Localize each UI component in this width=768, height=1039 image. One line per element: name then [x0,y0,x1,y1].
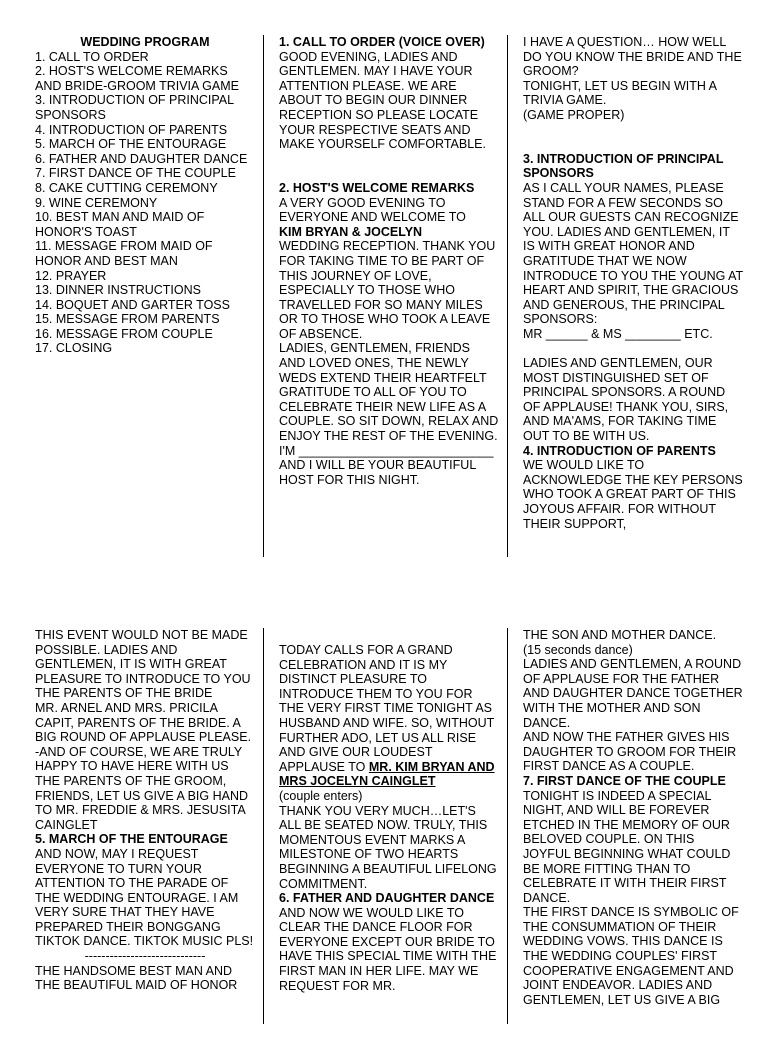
panel-first-dance [523,628,743,1024]
paragraph: LADIES AND GENTLEMEN, A ROUND OF APPLAUSE FOR THE FATHER AND DAUGHTER DANCE TOGETHER WITH THE MOTHER AND SON DANCE. [523,657,743,730]
paragraph: AND NOW THE FATHER GIVES HIS DAUGHTER TO GROOM FOR THEIR FIRST DANCE AS A COUPLE. [523,730,737,774]
column-divider-bottom-left [263,628,264,1024]
section-heading-first-dance: 7. FIRST DANCE OF THE COUPLE [523,773,726,788]
program-item: 1. CALL TO ORDER [35,49,149,64]
stage-direction: (15 seconds dance) [523,642,633,657]
paragraph: LADIES AND GENTLEMEN, OUR MOST DISTINGUISHED SET OF PRINCIPAL SPONSORS. A ROUND OF APPLAUSE! THANK YOU, SIRS, AND MA'AMS, FOR TAKING TIME OUT TO BE WITH US. [523,356,729,444]
paragraph: AND I WILL BE YOUR BEAUTIFUL HOST FOR THIS NIGHT. [279,458,476,487]
paragraph: THE SON AND MOTHER DANCE. [523,628,717,642]
panel-couple-intro [279,643,499,1039]
program-title: WEDDING PROGRAM [80,35,210,49]
panel-program-list [35,35,255,580]
host-name-blank: I'M ____________________________ [279,443,494,458]
panel-trivia-sponsors [523,35,743,580]
dashed-separator: ----------------------------- [84,949,206,964]
paragraph: AND NOW, MAY I REQUEST EVERYONE TO TURN YOUR ATTENTION TO THE PARADE OF THE WEDDING ENTOURAGE. I AM VERY SURE THAT THEY HAVE PREPARED THEIR BONGGANG TIKTOK DANCE. TIKTOK MUSIC PLS! [35,846,254,949]
paragraph: (GAME PROPER) [523,107,625,122]
program-item: 17. CLOSING [35,341,113,356]
section-heading-call-to-order: 1. CALL TO ORDER (VOICE OVER) [279,35,485,49]
paragraph: WEDDING RECEPTION. THANK YOU FOR TAKING TIME TO BE PART OF THIS JOURNEY OF LOVE, ESPECIALLY TO THOSE WHO TRAVELLED FOR SO MANY MILES OR TO THOSE WHO TOOK A LEAVE OF ABSENCE. [279,239,496,341]
paragraph: THE HANDSOME BEST MAN AND THE BEAUTIFUL MAID OF HONOR [35,963,238,993]
column-divider-bottom-right [507,628,508,1024]
program-item: 15. MESSAGE FROM PARENTS [35,312,220,327]
program-item: 3. INTRODUCTION OF PRINCIPAL SPONSORS [35,93,234,122]
couple-full-names: MR. KIM BRYAN AND MRS JOCELYN CAINGLET [279,759,495,789]
program-item: 8. CAKE CUTTING CEREMONY [35,180,218,195]
program-item: 16. MESSAGE FROM COUPLE [35,326,213,341]
paragraph: I HAVE A QUESTION… HOW WELL DO YOU KNOW THE BRIDE AND THE GROOM? [523,35,742,79]
paragraph: MR. ARNEL AND MRS. PRICILA CAPIT, PARENTS OF THE BRIDE. A BIG ROUND OF APPLAUSE PLEASE. [35,700,252,745]
column-divider-top-left [263,35,264,557]
program-item: 12. PRAYER [35,268,107,283]
program-item: 4. INTRODUCTION OF PARENTS [35,122,228,137]
program-item: AND BRIDE-GROOM TRIVIA GAME [35,78,239,93]
column-divider-top-right [507,35,508,557]
program-item: 11. MESSAGE FROM MAID OF HONOR AND BEST MAN [35,239,213,268]
paragraph: GOOD EVENING, LADIES AND GENTLEMEN. MAY I HAVE YOUR ATTENTION PLEASE. WE ARE ABOUT TO BEGIN OUR DINNER RECEPTION SO PLEASE LOCATE YOUR RESPECTIVE SEATS AND MAKE YOURSELF COMFORTABLE. [279,49,486,152]
program-item: 5. MARCH OF THE ENTOURAGE [35,137,227,152]
paragraph: A VERY GOOD EVENING TO EVERYONE AND WELCOME TO [279,195,466,225]
paragraph: THIS EVENT WOULD NOT BE MADE POSSIBLE. LADIES AND GENTLEMEN, IT IS WITH GREAT PLEASURE TO INTRODUCE TO YOU THE PARENTS OF THE BRIDE [35,628,251,701]
section-heading-entourage: 5. MARCH OF THE ENTOURAGE [35,832,228,847]
paragraph: AS I CALL YOUR NAMES, PLEASE STAND FOR A FEW SECONDS SO ALL OUR GUESTS CAN RECOGNIZE YOU. LADIES AND GENTLEMEN, IT IS WITH GREAT HONOR AND GRATITUDE THAT WE NOW INTRODUCE TO YOU THE YOUNG AT HEART AND SPIRIT, THE GRACIOUS AND GENEROUS, THE PRINCIPAL SPONSORS: [523,180,743,327]
paragraph: TONIGHT, LET US BEGIN WITH A TRIVIA GAME. [523,78,717,108]
program-item: 9. WINE CEREMONY [35,195,158,210]
paragraph: THANK YOU VERY MUCH…LET'S ALL BE SEATED NOW. TRULY, THIS MOMENTOUS EVENT MARKS A MILESTONE OF TWO HEARTS BEGINNING A BEAUTIFUL LIFELONG COMMITMENT. [279,803,497,891]
paragraph: LADIES, GENTLEMEN, FRIENDS AND LOVED ONES, THE NEWLY WEDS EXTEND THEIR HEARTFELT GRATITUDE TO ALL OF YOU TO CELEBRATE THEIR NEW LIFE AS A COUPLE. SO SIT DOWN, RELAX AND ENJOY THE REST OF THE EVENING. [279,341,499,444]
paragraph: -AND OF COURSE, WE ARE TRULY HAPPY TO HAVE HERE WITH US THE PARENTS OF THE GROOM, FRIENDS, LET US GIVE A BIG HAND TO MR. FREDDIE & MRS. JESUSITA CAINGLET [35,744,249,832]
program-item: 10. BEST MAN AND MAID OF HONOR'S TOAST [35,210,205,239]
panel-call-to-order [279,35,499,580]
section-heading-father-daughter-dance: 6. FATHER AND DAUGHTER DANCE [279,891,495,906]
stage-direction: (couple enters) [279,788,363,803]
program-item: 13. DINNER INSTRUCTIONS [35,283,201,298]
program-item: 14. BOQUET AND GARTER TOSS [35,297,230,312]
paragraph: AND NOW WE WOULD LIKE TO CLEAR THE DANCE FLOOR FOR EVERYONE EXCEPT OUR BRIDE TO HAVE THIS SPECIAL TIME WITH THE FIRST MAN IN HER LIFE. MAY WE REQUEST FOR MR. [279,905,497,993]
program-item: 2. HOST'S WELCOME REMARKS [35,64,228,79]
panel-parents-entourage [35,628,255,1024]
sponsor-names-blank: MR ______ & MS ________ ETC. [523,326,713,341]
section-heading-principal-sponsors: 3. INTRODUCTION OF PRINCIPAL SPONSORS [523,151,724,181]
section-heading-parents: 4. INTRODUCTION OF PARENTS [523,443,716,458]
paragraph: THE FIRST DANCE IS SYMBOLIC OF THE CONSUMMATION OF THEIR WEDDING VOWS. THIS DANCE IS THE WEDDING COUPLES' FIRST COOPERATIVE ENGAGEMENT AND JOINT ENDEAVOR. LADIES AND GENTLEMEN, LET US GIVE A BIG [523,905,739,1007]
program-item: 6. FATHER AND DAUGHTER DANCE [35,151,248,166]
paragraph: TODAY CALLS FOR A GRAND CELEBRATION AND IT IS MY DISTINCT PLEASURE TO INTRODUCE THEM TO YOU FOR THE VERY FIRST TIME TONIGHT AS HUSBAND AND WIFE. SO, WITHOUT FURTHER ADO, LET US ALL RISE AND GIVE OUR LOUDEST APPLAUSE TO MR. KIM BRYAN AND MRS JOCELYN CAINGLET [279,643,495,789]
paragraph: TONIGHT IS INDEED A SPECIAL NIGHT, AND WILL BE FOREVER ETCHED IN THE MEMORY OF OUR BELOVED COUPLE. ON THIS JOYFUL BEGINNING WHAT COULD BE MORE FITTING THAN TO CELEBRATE IT WITH THEIR FIRST DANCE. [523,788,731,905]
program-item: 7. FIRST DANCE OF THE COUPLE [35,166,236,181]
paragraph: WE WOULD LIKE TO ACKNOWLEDGE THE KEY PERSONS WHO TOOK A GREAT PART OF THIS JOYOUS AFFAIR. FOR WITHOUT THEIR SUPPORT, [523,458,743,531]
couple-names: KIM BRYAN & JOCELYN [279,224,423,239]
section-heading-welcome-remarks: 2. HOST'S WELCOME REMARKS [279,180,475,195]
